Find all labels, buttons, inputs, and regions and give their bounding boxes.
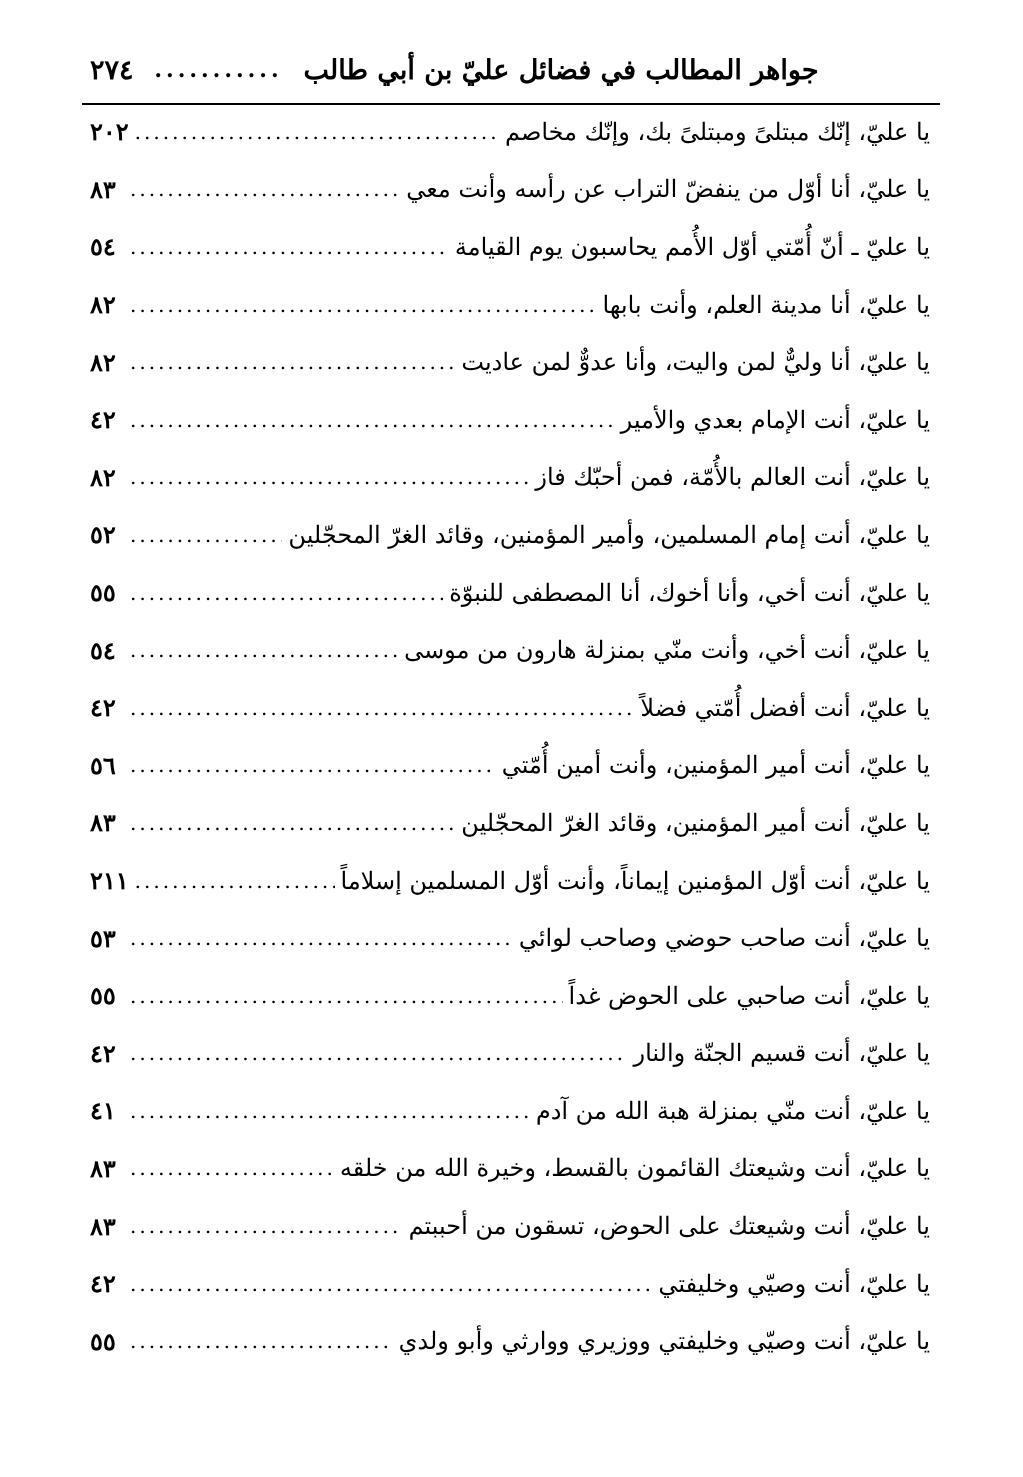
entry-text: يا عليّ، أنت إمام المسلمين، وأمير المؤمنين، وقائد الغرّ المحجّلين — [288, 520, 930, 549]
leader-dots — [130, 696, 634, 720]
entry-text: يا عليّ، أنا وليٌّ لمن واليت، وأنا عدوٌّ لمن عاديت — [461, 348, 930, 377]
entry-page-number: ٨٣ — [90, 174, 116, 204]
index-entry — [90, 794, 930, 852]
leader-dots — [130, 926, 513, 950]
book-title: جواهر المطالب في فضائل عليّ بن أبي طالب — [303, 54, 819, 86]
leader-dots — [130, 581, 443, 605]
entry-page-number: ٨٣ — [90, 1153, 116, 1183]
leader-dots — [130, 465, 529, 489]
entry-page-number: ٥٤ — [90, 232, 116, 262]
entry-page-number: ٢٠٢ — [90, 117, 129, 147]
index-entry — [90, 621, 930, 679]
index-entry — [90, 333, 930, 391]
running-header — [82, 40, 940, 100]
entry-page-number: ٨٢ — [90, 290, 116, 320]
index-entry — [90, 103, 930, 161]
header-leader-dots: ........... — [154, 57, 283, 83]
entry-text: يا عليّ، أنت أمير المؤمنين، وقائد الغرّ المحجّلين — [461, 808, 930, 837]
entry-page-number: ٢١١ — [90, 866, 129, 896]
index-entries — [90, 103, 930, 1370]
index-entry — [90, 391, 930, 449]
entry-text: يا عليّ، أنت أفضل أُمّتي فضلاً — [640, 693, 930, 722]
index-entry — [90, 967, 930, 1025]
leader-dots — [130, 235, 449, 259]
index-entry — [90, 1140, 930, 1198]
index-entry — [90, 218, 930, 276]
entry-page-number: ٤٢ — [90, 1269, 116, 1299]
leader-dots — [130, 638, 398, 662]
entry-page-number: ٥٢ — [90, 520, 116, 550]
leader-dots — [130, 350, 455, 374]
entry-page-number: ٨٢ — [90, 347, 116, 377]
entry-text: يا عليّ ـ أنّ أُمّتي أوّل الأُمم يحاسبون يوم القيامة — [454, 232, 930, 261]
leader-dots — [135, 120, 499, 144]
entry-page-number: ٥٥ — [90, 578, 116, 608]
entry-page-number: ٨٣ — [90, 1211, 116, 1241]
entry-text: يا عليّ، أنا أوّل من ينفضّ التراب عن رأسه وأنت معي — [406, 175, 930, 204]
entry-text: يا عليّ، أنا مدينة العلم، وأنت بابها — [602, 290, 930, 319]
entry-text: يا عليّ، أنت أخي، وأنا أخوك، أنا المصطفى للنبوّة — [449, 578, 930, 607]
entry-text: يا عليّ، أنت أمير المؤمنين، وأنت أمين أُمّتي — [501, 751, 930, 780]
entry-page-number: ٤٢ — [90, 405, 116, 435]
page-number: ٢٧٤ — [90, 54, 134, 86]
index-entry — [90, 564, 930, 622]
leader-dots — [130, 1099, 530, 1123]
entry-text: يا عليّ، أنت وصيّي وخليفتي — [658, 1269, 930, 1298]
entry-text: يا عليّ، أنت وصيّي وخليفتي ووزيري ووارثي وأبو ولدي — [398, 1327, 930, 1356]
index-entry — [90, 161, 930, 219]
leader-dots — [130, 177, 400, 201]
index-entry — [90, 1255, 930, 1313]
entry-text: يا عليّ، أنت الإمام بعدي والأمير — [620, 405, 930, 434]
entry-text: يا عليّ، أنت العالم بالأُمّة، فمن أحبّك فاز — [535, 463, 930, 492]
leader-dots — [130, 1329, 393, 1353]
index-entry — [90, 449, 930, 507]
index-entry — [90, 852, 930, 910]
leader-dots — [130, 1041, 628, 1065]
entry-page-number: ٤١ — [90, 1096, 116, 1126]
index-entry — [90, 276, 930, 334]
entry-page-number: ٥٦ — [90, 750, 116, 780]
entry-page-number: ٥٥ — [90, 1326, 116, 1356]
entry-page-number: ٥٥ — [90, 981, 116, 1011]
entry-text: يا عليّ، أنت أخي، وأنت منّي بمنزلة هارون من موسى — [404, 636, 930, 665]
entry-page-number: ٥٤ — [90, 635, 116, 665]
leader-dots — [130, 293, 597, 317]
index-entry — [90, 909, 930, 967]
index-entry — [90, 737, 930, 795]
entry-text: يا عليّ، أنت وشيعتك على الحوض، تسقون من أحببتم — [408, 1212, 930, 1241]
leader-dots — [130, 753, 496, 777]
leader-dots — [130, 1156, 334, 1180]
leader-dots — [130, 984, 563, 1008]
leader-dots — [130, 811, 455, 835]
leader-dots — [130, 1214, 403, 1238]
entry-text: يا عليّ، إنّك مبتلىً ومبتلىً بك، وإنّك مخاصم — [505, 117, 930, 146]
entry-text: يا عليّ، أنت منّي بمنزلة هبة الله من آدم — [535, 1096, 930, 1125]
entry-page-number: ٨٣ — [90, 808, 116, 838]
entry-text: يا عليّ، أنت صاحب حوضي وصاحب لوائي — [518, 924, 930, 953]
index-entry — [90, 1082, 930, 1140]
index-entry — [90, 506, 930, 564]
entry-text: يا عليّ، أنت قسيم الجنّة والنار — [633, 1039, 930, 1068]
entry-page-number: ٤٢ — [90, 693, 116, 723]
index-entry — [90, 1312, 930, 1370]
entry-text: يا عليّ، أنت صاحبي على الحوض غداً — [568, 981, 930, 1010]
leader-dots — [135, 869, 335, 893]
index-entry — [90, 679, 930, 737]
leader-dots — [130, 1272, 652, 1296]
leader-dots — [130, 408, 615, 432]
entry-text: يا عليّ، أنت أوّل المؤمنين إيماناً، وأنت أوّل المسلمين إسلاماً — [340, 866, 930, 895]
entry-text: يا عليّ، أنت وشيعتك القائمون بالقسط، وخيرة الله من خلقه — [339, 1154, 930, 1183]
entry-page-number: ٥٣ — [90, 923, 116, 953]
index-entry — [90, 1025, 930, 1083]
entry-page-number: ٨٢ — [90, 462, 116, 492]
entry-page-number: ٤٢ — [90, 1038, 116, 1068]
index-entry — [90, 1197, 930, 1255]
leader-dots — [130, 523, 282, 547]
